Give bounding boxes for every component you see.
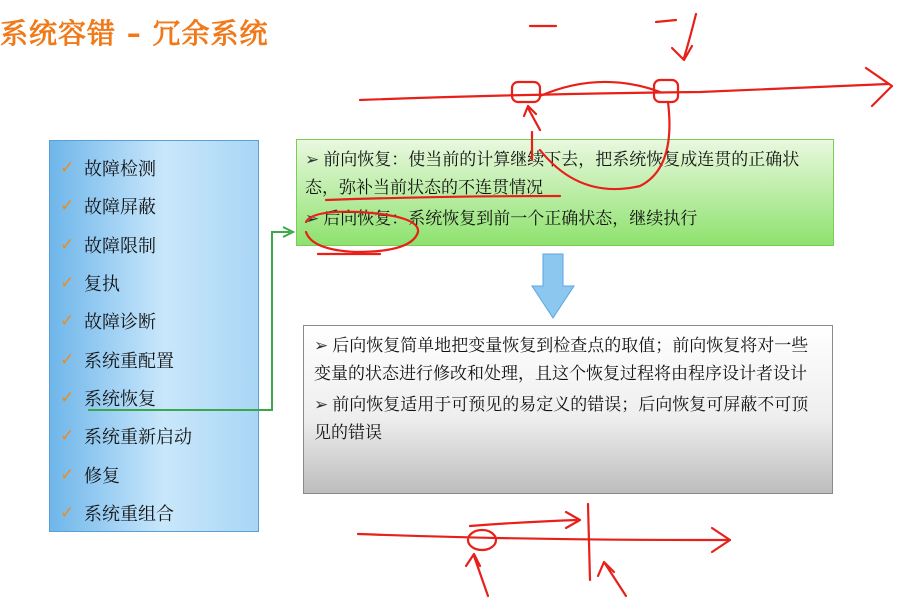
bullet-arrow-icon: ➢ — [305, 150, 320, 170]
list-item: ✓ 系统重新启动 — [60, 426, 192, 449]
bullet-arrow-icon: ➢ — [314, 336, 329, 356]
backward-recovery-text: ➢ 后向恢复：系统恢复到前一个正确状态，继续执行 — [305, 209, 698, 229]
checkmark-icon: ✓ — [60, 502, 75, 523]
red-dash-2 — [656, 20, 676, 22]
red-arrow-up-2 — [466, 554, 488, 596]
red-underline — [326, 196, 560, 200]
checkmark-icon: ✓ — [60, 196, 75, 217]
list-item: ✓ 系统重组合 — [60, 502, 174, 525]
comparison-point-2: ➢ 前向恢复适用于可预见的易定义的错误；后向恢复可屏蔽不可顶见的错误 — [314, 395, 809, 443]
red-arrow-up-3 — [598, 562, 626, 596]
checkmark-icon: ✓ — [60, 464, 75, 485]
checkmark-icon: ✓ — [60, 273, 75, 294]
list-item: ✓ 故障诊断 — [60, 311, 156, 334]
checkmark-icon: ✓ — [60, 349, 75, 370]
red-timeline-bottom — [358, 534, 730, 540]
list-item: ✓ 故障检测 — [60, 158, 156, 181]
red-checkpoint-box-1 — [512, 82, 540, 102]
list-item: ✓ 系统重配置 — [60, 349, 174, 372]
red-upper-arrow — [470, 512, 580, 528]
list-item: ✓ 复执 — [60, 273, 120, 296]
red-vertical-mark — [588, 504, 590, 580]
checkmark-icon: ✓ — [60, 387, 75, 408]
list-item: ✓ 故障限制 — [60, 234, 156, 257]
checkmark-icon: ✓ — [60, 158, 75, 179]
red-backward-curve — [540, 102, 669, 189]
bullet-arrow-icon: ➢ — [314, 395, 329, 415]
list-item: ✓ 系统恢复 — [60, 387, 156, 410]
red-annotations-bottom — [358, 504, 730, 596]
checkmark-icon: ✓ — [60, 426, 75, 447]
red-checkpoint-circle — [468, 530, 496, 550]
checkmark-icon: ✓ — [60, 234, 75, 255]
red-arrow-up-1 — [524, 106, 540, 130]
list-item: ✓ 故障屏蔽 — [60, 196, 156, 219]
red-timeline-top — [360, 84, 888, 100]
red-annotations-top — [306, 14, 892, 254]
green-connector-line — [88, 232, 290, 410]
list-item: ✓ 修复 — [60, 464, 120, 487]
comparison-point-1: ➢ 后向恢复简单地把变量恢复到检查点的取值；前向恢复将对一些变量的状态进行修改和处理，且这个恢复过程将由程序设计者设计 — [314, 336, 809, 384]
down-arrow-icon — [532, 254, 574, 318]
red-circle-backward — [306, 212, 418, 252]
red-timeline-arrowhead — [866, 68, 892, 106]
page-title: 系统容错 – 冗余系统 — [0, 17, 269, 50]
checkmark-icon: ✓ — [60, 311, 75, 332]
bullet-arrow-icon: ➢ — [305, 209, 320, 229]
forward-recovery-text: ➢ 前向恢复：使当前的计算继续下去，把系统恢复成连贯的正确状态，弥补当前状态的不连贯情况 — [305, 150, 800, 198]
